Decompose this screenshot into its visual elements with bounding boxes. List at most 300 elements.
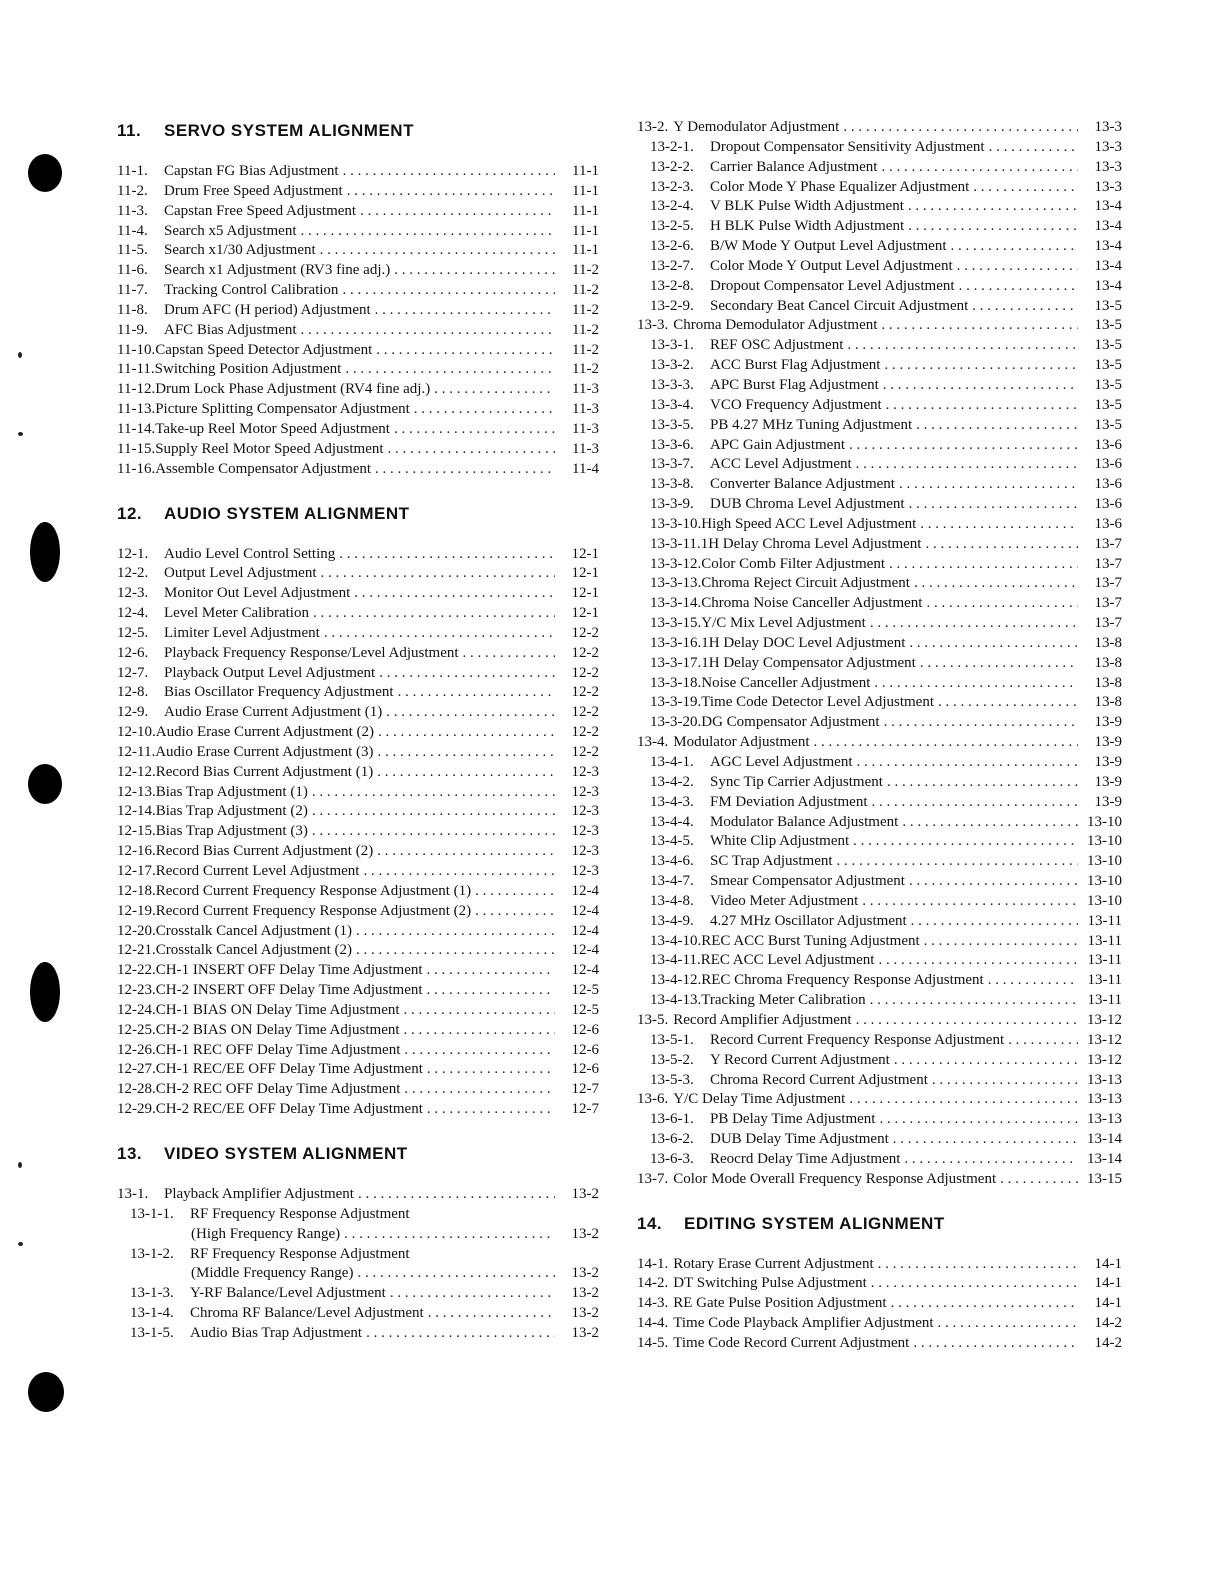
entry-page: 12-4 (571, 962, 599, 979)
section-number: 12. (117, 503, 143, 523)
toc-entry (637, 416, 1122, 436)
entry-number: 12-20. (117, 922, 156, 939)
toc-entry (637, 753, 1122, 773)
entry-number: 13-3-9. (650, 496, 694, 513)
entry-number: 11-13. (117, 401, 156, 418)
dot-leader (843, 118, 1078, 138)
dot-leader (300, 222, 555, 242)
dot-leader (886, 396, 1078, 416)
dot-leader (957, 257, 1078, 277)
entry-title: Drum Free Speed Adjustment (164, 182, 343, 199)
entry-title: Y/C Mix Level Adjustment (701, 615, 866, 632)
entry-page: 13-7 (1094, 575, 1122, 592)
entry-title: Monitor Out Level Adjustment (164, 585, 351, 602)
entry-page: 13-6 (1094, 515, 1122, 532)
entry-title: Tracking Control Calibration (164, 282, 339, 299)
toc-entry (117, 241, 599, 261)
entry-page: 13-13 (1087, 1111, 1122, 1128)
entry-number: 12-27. (117, 1061, 156, 1078)
dot-leader (881, 158, 1078, 178)
dot-leader (320, 241, 555, 261)
entry-title: Chroma RF Balance/Level Adjustment (190, 1305, 424, 1322)
entry-title: Chroma Record Current Adjustment (710, 1071, 928, 1088)
entry-page: 13-10 (1087, 853, 1122, 870)
entry-title: Chroma Demodulator Adjustment (673, 317, 878, 334)
entry-number: 11-8. (117, 301, 148, 318)
dot-leader (379, 664, 555, 684)
stray-mark (18, 352, 22, 358)
entry-number: 12-22. (117, 962, 156, 979)
dot-leader (394, 261, 555, 281)
section-heading (637, 1205, 1122, 1243)
entry-page: 14-1 (1094, 1255, 1122, 1272)
entry-number: 11-2. (117, 182, 148, 199)
dot-leader (388, 440, 555, 460)
dot-leader (342, 281, 555, 301)
entry-page: 13-14 (1087, 1150, 1122, 1167)
entry-page: 12-5 (571, 1001, 599, 1018)
toc-entry (117, 1205, 599, 1225)
entry-page: 12-6 (571, 1041, 599, 1058)
toc-entry (117, 664, 599, 684)
entry-title: Record Current Frequency Response Adjustment (2) (155, 902, 472, 919)
dot-leader (909, 872, 1078, 892)
stray-mark (18, 432, 23, 436)
entry-number: 12-25. (117, 1021, 156, 1038)
dot-leader (874, 674, 1078, 694)
entry-page: 12-1 (571, 545, 599, 562)
dot-leader (904, 1150, 1078, 1170)
entry-page: 13-10 (1087, 892, 1122, 909)
toc-entry (117, 683, 599, 703)
entry-page: 13-8 (1094, 654, 1122, 671)
entry-number: 13-3-13. (650, 575, 702, 592)
entry-title: High Speed ACC Level Adjustment (701, 515, 917, 532)
entry-title: Limiter Level Adjustment (164, 624, 320, 641)
punch-hole-5 (28, 1372, 64, 1412)
entry-page: 12-1 (571, 585, 599, 602)
entry-page: 13-13 (1087, 1071, 1122, 1088)
entry-page: 12-3 (571, 763, 599, 780)
entry-page: 12-2 (571, 664, 599, 681)
entry-number: 12-17. (117, 863, 156, 879)
toc-entry (637, 1011, 1122, 1031)
toc-entry (637, 1170, 1122, 1190)
toc-entry (117, 460, 599, 480)
dot-leader (856, 1011, 1078, 1031)
entry-title: AFC Bias Adjustment (164, 321, 297, 338)
dot-leader (347, 182, 555, 202)
entry-number: 13-2-4. (650, 198, 694, 215)
toc-entry (637, 1071, 1122, 1091)
entry-title: Drum Lock Phase Adjustment (RV4 fine adj.) (155, 381, 431, 398)
entry-page: 13-5 (1094, 297, 1122, 314)
dot-leader (356, 941, 555, 961)
dot-leader (879, 1110, 1078, 1130)
entry-page: 13-9 (1094, 734, 1122, 751)
dot-leader (301, 321, 555, 341)
entry-number: 13-5-1. (650, 1031, 694, 1048)
toc-entry (117, 1284, 599, 1304)
toc-entry (637, 436, 1122, 456)
entry-title: Record Bias Current Adjustment (1) (155, 763, 374, 780)
toc-entry (117, 1041, 599, 1061)
entry-page: 13-3 (1094, 178, 1122, 195)
entry-title: DT Switching Pulse Adjustment (673, 1275, 867, 1292)
entry-number: 12-28. (117, 1081, 156, 1098)
dot-leader (884, 356, 1078, 376)
entry-page: 12-7 (571, 1081, 599, 1098)
dot-leader (891, 1294, 1078, 1314)
section-number: 14. (637, 1213, 663, 1233)
entry-title: DUB Chroma Level Adjustment (710, 496, 905, 513)
entry-number: 13-3-7. (650, 456, 694, 473)
section-title-text: SERVO SYSTEM ALIGNMENT (164, 121, 414, 140)
dot-leader (1000, 1170, 1078, 1190)
entry-title: FM Deviation Adjustment (710, 793, 868, 810)
entry-number: 14-1. (637, 1255, 669, 1272)
toc-entry (637, 932, 1122, 952)
entry-title: Search x1 Adjustment (RV3 fine adj.) (164, 262, 391, 279)
entry-page: 13-6 (1094, 456, 1122, 473)
dot-leader (883, 376, 1078, 396)
toc-entry (637, 455, 1122, 475)
dot-leader (360, 202, 555, 222)
toc-entry (117, 1245, 599, 1265)
dot-leader (862, 892, 1078, 912)
entry-page: 13-8 (1094, 674, 1122, 691)
entry-number: 12-13. (117, 783, 156, 800)
entry-title: Video Meter Adjustment (710, 892, 859, 909)
entry-number: 13-3-18. (650, 674, 702, 691)
dot-leader (909, 634, 1078, 654)
entry-title: Switching Position Adjustment (154, 361, 342, 378)
toc-entry (637, 773, 1122, 793)
entry-title: Bias Trap Adjustment (3) (155, 823, 308, 840)
dot-leader (354, 584, 555, 604)
entry-title: Drum AFC (H period) Adjustment (164, 301, 371, 318)
section-title-text: AUDIO SYSTEM ALIGNMENT (164, 503, 410, 523)
entry-number: 12-26. (117, 1041, 156, 1058)
entry-page: 14-1 (1094, 1275, 1122, 1292)
toc-entry (117, 922, 599, 942)
toc-entry (637, 634, 1122, 654)
spacer (637, 1190, 1122, 1205)
entry-number: 13-3-11. (650, 535, 701, 552)
toc-entry (637, 813, 1122, 833)
entry-number: 12-12. (117, 763, 156, 780)
dot-leader (375, 460, 555, 480)
toc-entry (637, 356, 1122, 376)
entry-page: 13-4 (1094, 218, 1122, 235)
dot-leader (849, 1090, 1078, 1110)
entry-number: 11-1. (117, 163, 148, 179)
entry-title: Chroma Reject Circuit Adjustment (701, 575, 910, 592)
entry-number: 13-2-2. (650, 158, 694, 175)
entry-number: 13-3-19. (650, 694, 702, 711)
contents-right-column (637, 118, 1122, 1354)
dot-leader (320, 564, 555, 584)
toc-entry (637, 594, 1122, 614)
entry-number: 11-14. (117, 420, 156, 437)
dot-leader (463, 644, 555, 664)
entry-number: 13-4-8. (650, 892, 694, 909)
entry-number: 12-19. (117, 902, 156, 919)
toc-entry (117, 202, 599, 222)
entry-title: PB Delay Time Adjustment (710, 1111, 876, 1128)
toc-entry (117, 703, 599, 723)
punch-hole-3 (28, 764, 62, 804)
entry-number: 12-15. (117, 823, 156, 840)
entry-number: 13-4-1. (650, 754, 694, 770)
entry-page: 13-5 (1094, 317, 1122, 334)
entry-title: Color Mode Y Phase Equalizer Adjustment (710, 178, 970, 195)
dot-leader (345, 360, 555, 380)
entry-number: 12-24. (117, 1001, 156, 1018)
entry-number: 12-16. (117, 843, 156, 860)
dot-leader (343, 162, 555, 182)
entry-title: Dropout Compensator Sensitivity Adjustment (710, 138, 985, 155)
toc-entry (637, 912, 1122, 932)
dot-leader (386, 703, 555, 723)
dot-leader (434, 380, 555, 400)
dot-leader (1008, 1031, 1078, 1051)
entry-title: RE Gate Pulse Position Adjustment (673, 1295, 887, 1312)
entry-title: Carrier Balance Adjustment (710, 158, 878, 175)
spacer (117, 1173, 599, 1185)
entry-number: 12-29. (117, 1101, 156, 1118)
dot-leader (377, 842, 555, 862)
toc-entry (637, 733, 1122, 753)
toc-entry (637, 1274, 1122, 1294)
entry-title: Audio Level Control Setting (164, 545, 336, 562)
toc-entry (117, 1080, 599, 1100)
toc-entry (117, 261, 599, 281)
dot-leader (909, 495, 1078, 515)
entry-number: 12-2. (117, 565, 149, 582)
entry-page: 12-7 (571, 1101, 599, 1118)
entry-page: 13-9 (1094, 793, 1122, 810)
dot-leader (973, 178, 1078, 198)
toc-entry (637, 951, 1122, 971)
entry-page: 11-2 (572, 321, 599, 338)
entry-page: 12-2 (571, 724, 599, 741)
spacer (637, 1243, 1122, 1255)
entry-page: 13-5 (1094, 376, 1122, 393)
dot-leader (925, 535, 1078, 555)
toc-entry (117, 564, 599, 584)
section-title-text: EDITING SYSTEM ALIGNMENT (684, 1213, 945, 1233)
dot-leader (312, 822, 555, 842)
entry-page: 13-3 (1094, 119, 1122, 135)
entry-number: 12-7. (117, 664, 149, 681)
toc-entry (117, 360, 599, 380)
dot-leader (872, 793, 1079, 813)
stray-mark (18, 1242, 23, 1246)
entry-number: 13-3-12. (650, 555, 702, 572)
entry-number: 13-4-5. (650, 833, 694, 850)
dot-leader (427, 961, 555, 981)
dot-leader (870, 614, 1078, 634)
toc-entry (117, 802, 599, 822)
dot-leader (857, 753, 1079, 773)
toc-entry (117, 882, 599, 902)
entry-page: 12-4 (571, 922, 599, 939)
entry-title: CH-1 INSERT OFF Delay Time Adjustment (155, 962, 423, 979)
toc-entry (117, 783, 599, 803)
dot-leader (926, 594, 1078, 614)
entry-page: 13-10 (1087, 873, 1122, 890)
entry-title: RF Frequency Response Adjustment (190, 1205, 410, 1222)
entry-page: 13-2 (571, 1225, 599, 1242)
entry-title: B/W Mode Y Output Level Adjustment (710, 238, 947, 255)
toc-entry (117, 902, 599, 922)
entry-number: 13-6-1. (650, 1111, 694, 1128)
toc-entry (117, 182, 599, 202)
dot-leader (475, 882, 555, 902)
entry-title: Modulator Balance Adjustment (710, 813, 899, 830)
entry-page: 13-6 (1094, 436, 1122, 453)
toc-entry (637, 336, 1122, 356)
dot-leader (902, 813, 1078, 833)
dot-leader (878, 951, 1078, 971)
entry-title: Color Mode Overall Frequency Response Adjustment (673, 1170, 997, 1187)
dot-leader (972, 297, 1078, 317)
toc-entry (637, 1031, 1122, 1051)
toc-entry (637, 1130, 1122, 1150)
entry-number: 13-3-15. (650, 615, 702, 632)
toc-entry (637, 1314, 1122, 1334)
entry-title: 4.27 MHz Oscillator Adjustment (710, 912, 907, 929)
entry-number: 13-4-4. (650, 813, 694, 830)
entry-number: 13-4-11. (650, 952, 701, 969)
entry-title: Bias Oscillator Frequency Adjustment (164, 684, 394, 701)
entry-title: CH-2 REC/EE OFF Delay Time Adjustment (155, 1101, 423, 1118)
dot-leader (404, 1041, 555, 1061)
entry-number: 13-4-6. (650, 853, 694, 870)
toc-entry (117, 440, 599, 460)
entry-number: 12-14. (117, 803, 156, 820)
dot-leader (313, 604, 555, 624)
entry-page: 13-9 (1094, 714, 1122, 731)
dot-leader (884, 713, 1078, 733)
toc-entry (117, 862, 599, 882)
entry-page: 13-5 (1094, 416, 1122, 433)
entry-title: Capstan Free Speed Adjustment (164, 202, 357, 219)
dot-leader (989, 138, 1078, 158)
toc-entry (117, 842, 599, 862)
entry-title: ACC Burst Flag Adjustment (710, 357, 881, 374)
dot-leader (908, 197, 1078, 217)
toc-entry (117, 644, 599, 664)
dot-leader (377, 763, 555, 783)
entry-number: 13-4-7. (650, 873, 694, 890)
dot-leader (404, 1080, 555, 1100)
entry-page: 12-2 (571, 743, 599, 760)
toc-entry (637, 793, 1122, 813)
entry-number: 12-10. (117, 724, 156, 741)
entry-page: 13-11 (1087, 952, 1122, 969)
section-heading (117, 1135, 599, 1173)
toc-entry (117, 1185, 599, 1205)
entry-title: Record Bias Current Adjustment (2) (155, 843, 374, 860)
entry-title: Time Code Detector Level Adjustment (701, 694, 934, 711)
entry-title: Rotary Erase Current Adjustment (673, 1255, 874, 1272)
toc-entry (117, 1324, 599, 1344)
entry-number: 11-9. (117, 321, 148, 338)
entry-title: Audio Bias Trap Adjustment (190, 1324, 363, 1341)
entry-page: 11-2 (572, 341, 599, 358)
toc-entry (117, 222, 599, 242)
entry-page: 13-11 (1087, 932, 1122, 949)
toc-entry-continuation (117, 1264, 599, 1284)
entry-number: 13-5-2. (650, 1051, 694, 1068)
toc-entry (117, 321, 599, 341)
dot-leader (849, 436, 1078, 456)
entry-number: 14-3. (637, 1295, 669, 1312)
entry-page: 14-2 (1094, 1315, 1122, 1332)
dot-leader (908, 217, 1078, 237)
dot-leader (475, 902, 555, 922)
entry-number: 12-8. (117, 684, 149, 701)
entry-number: 13-1-5. (130, 1324, 174, 1341)
entry-title: Assemble Compensator Adjustment (155, 460, 372, 477)
dot-leader (376, 341, 555, 361)
entry-page: 13-7 (1094, 555, 1122, 572)
dot-leader (427, 981, 555, 1001)
dot-leader (924, 932, 1078, 952)
entry-number: 13-1. (117, 1185, 149, 1202)
entry-page: 13-2 (571, 1185, 599, 1202)
entry-number: 14-5. (637, 1334, 669, 1351)
entry-title: Color Comb Filter Adjustment (701, 555, 886, 572)
section-number: 13. (117, 1143, 143, 1163)
entry-title: SC Trap Adjustment (710, 853, 833, 870)
dot-leader (357, 1264, 555, 1284)
dot-leader (916, 416, 1078, 436)
entry-title: REC ACC Level Adjustment (700, 952, 875, 969)
entry-number: 13-3-5. (650, 416, 694, 433)
entry-number: 13-2-8. (650, 277, 694, 294)
entry-title: Search x1/30 Adjustment (164, 242, 316, 259)
entry-page: 12-3 (571, 843, 599, 860)
toc-entry (117, 380, 599, 400)
entry-number: 12-9. (117, 704, 149, 721)
toc-entry (637, 138, 1122, 158)
entry-page: 13-12 (1087, 1031, 1122, 1048)
toc-entry (637, 396, 1122, 416)
entry-number: 13-6-2. (650, 1131, 694, 1148)
entry-title: REC ACC Burst Tuning Adjustment (701, 932, 920, 949)
toc-entry (117, 341, 599, 361)
entry-page: 12-4 (571, 942, 599, 959)
toc-entry (117, 1060, 599, 1080)
entry-page: 13-3 (1094, 138, 1122, 155)
entry-page: 13-13 (1087, 1091, 1122, 1108)
entry-page: 11-2 (572, 301, 599, 318)
dot-leader (887, 773, 1078, 793)
toc-entry (637, 475, 1122, 495)
entry-page: 12-1 (571, 565, 599, 582)
entry-title: Sync Tip Carrier Adjustment (710, 773, 883, 790)
entry-title: Y Demodulator Adjustment (673, 119, 840, 135)
entry-number: 13-4-3. (650, 793, 694, 810)
toc-entry (117, 961, 599, 981)
dot-leader (853, 832, 1078, 852)
toc-entry (117, 301, 599, 321)
entry-title: Capstan FG Bias Adjustment (164, 163, 339, 179)
toc-entry (637, 674, 1122, 694)
